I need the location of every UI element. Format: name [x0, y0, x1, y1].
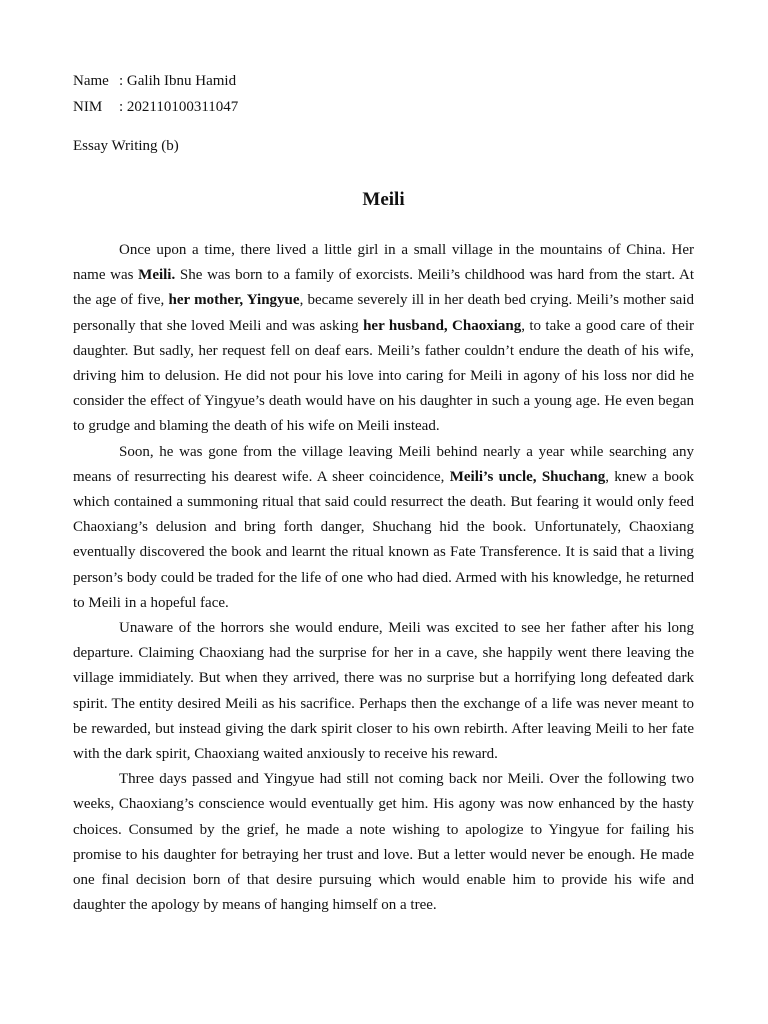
essay-body — [73, 238, 694, 918]
text-segment: , became severely ill in her death bed crying. Meili’s mother said personally that she loved Meili and was asking — [73, 292, 694, 334]
essay-paragraph — [73, 616, 694, 767]
name-label: Name — [73, 73, 109, 89]
bold-text-segment: Meili’s uncle, Shuchang — [449, 468, 606, 485]
bold-text-segment: her mother, Yingyue — [168, 292, 300, 309]
name-line — [73, 68, 694, 94]
essay-paragraph — [73, 767, 694, 918]
text-segment: Soon, he was gone from the village leaving Meili behind nearly a year while searching any means of resurrecting his dearest wife. A sheer coincidence, — [73, 443, 694, 485]
bold-text-segment: Meili. — [138, 267, 176, 284]
essay-paragraph — [73, 238, 694, 440]
nim-line — [73, 94, 694, 120]
name-value: : Galih Ibnu Hamid — [119, 73, 237, 89]
nim-value: : 202110100311047 — [119, 99, 239, 115]
text-segment: Unaware of the horrors she would endure, Meili was excited to see her father after his long departure. Claiming Chaoxiang had the surprise for her in a cave, she happily went there leaving the village immidiately. But when they arrived, there was no surprise but a horrifying long defeated dark spirit. The entity desired Meili as his sacrifice. Perhaps then the exchange of a life was never meant to be rewarded, but instead giving the dark spirit closer to his own rebirth. After leaving Meili to her fate with the dark spirit, Chaoxiang waited anxiously to receive his reward. — [73, 620, 694, 763]
text-segment: Once upon a time, there lived a little girl in a small village in the mountains of China. Her name was — [73, 242, 694, 284]
text-segment: Three days passed and Yingyue had still not coming back nor Meili. Over the following two weeks, Chaoxiang’s conscience would eventually get him. His agony was now enhanced by the hasty choices. Consumed by the grief, he made a note wishing to apologize to Yingyue for failing his promise to his daughter for betraying her trust and love. But a letter would never be enough. He made one final decision born of that desire pursuing which would enable him to provide his wife and daughter the apology by means of hanging himself on a tree. — [73, 771, 694, 914]
text-segment: She was born to a family of exorcists. Meili’s childhood was hard from the start. At the age of five, — [73, 267, 695, 309]
text-segment: , to take a good care of their daughter. But sadly, her request fell on deaf ears. Meili’s father couldn’t endure the death of his wife, driving him to delusion. He did not pour his love into caring for Meili in agony of his loss nor did he consider the effect of Yingyue’s death would have on his daughter in such a young age. He even began to grudge and blaming the death of his wife on Meili instead. — [73, 317, 694, 435]
bold-text-segment: her husband, Chaoxiang — [363, 317, 522, 334]
text-segment: , knew a book which contained a summoning ritual that said could resurrect the death. But fearing it would only feed Chaoxiang’s delusion and bring forth danger, Shuchang hid the book. Unfortunately, Chaoxiang eventually discovered the book and learnt the ritual known as Fate Transference. It is said that a living person’s body could be traded for the life of one who had died. Armed with his knowledge, he returned to Meili in a hopeful face. — [73, 468, 694, 611]
essay-paragraph — [73, 440, 694, 616]
essay-title: Meili — [362, 189, 405, 210]
course-subject: Essay Writing (b) — [73, 138, 179, 154]
nim-label: NIM — [73, 99, 103, 115]
